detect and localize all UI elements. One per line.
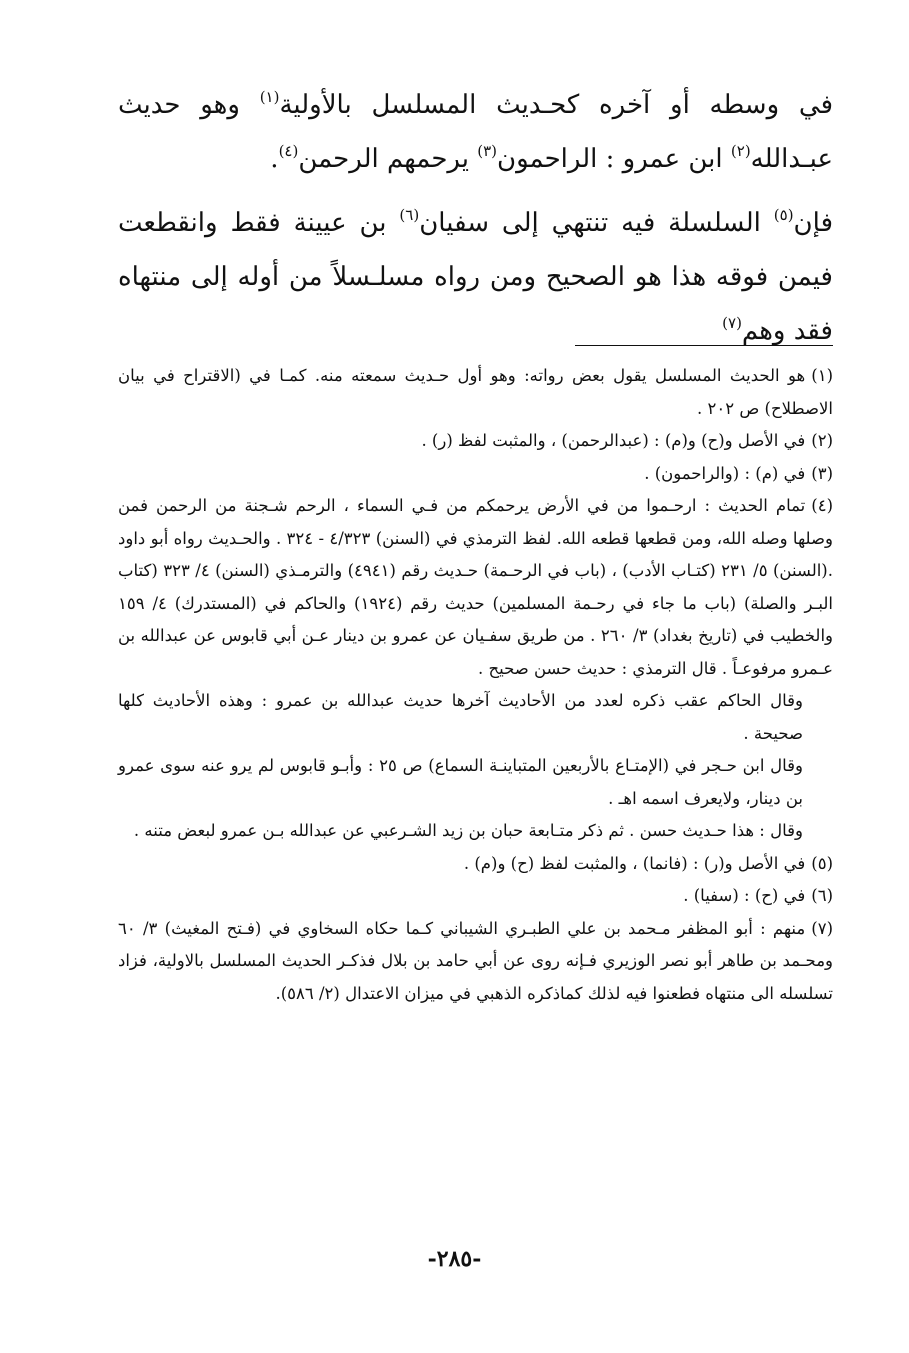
footnote-number: (٤) <box>811 496 833 515</box>
text-run: وهو حديث عبـدالله <box>118 90 833 174</box>
footnote-text: وقال ابن حـجر في (الإمتـاع بالأربعين المتباينـة السماع) ص ٢٥ : وأبـو قابوس لم يرو عنه سوى عمرو بن دينار، ولايعرف اسمه اهـ . <box>118 756 803 808</box>
footnote-2 <box>118 425 833 458</box>
footnote-number: (١) <box>811 366 833 385</box>
footnote-text: تمام الحديث : ارحـموا من في الأرض يرحمكم من فـي السماء ، الرحم شـجنة من الرحمن فمن وصلها وصله الله، ومن قطعها قطعه الله. لفظ الترمذي في (السنن) ٤/٣٢٣ - ٣٢٤ . والحـديث رواه أبو داود .(السنن) ٥/ ٢٣١ (كتـاب الأدب) ، (باب في الرحـمة) حـديث رقم (٤٩٤١) والترمـذي (السنن) ٤/ ٣٢٣ (كتاب البـر والصلة) (باب ما جاء في رحـمة المسلمين) حديث رقم (١٩٢٤) والحاكم في (المستدرك) ٤/ ١٥٩ والخطيب في (تاريخ بغداد) ٣/ ٢٦٠ . من طريق سفـيان عن عمرو بن دينار عـن أبي قابوس عن عبدالله بن عـمرو مرفوعـاً . قال الترمذي : حديث حسن صحيح . <box>118 496 834 678</box>
footnote-ref-7[interactable]: (٧) <box>722 314 742 332</box>
main-text <box>118 78 833 358</box>
main-paragraph-1 <box>118 78 833 186</box>
footnote-4-continuation-1 <box>118 685 833 750</box>
footnote-ref-2[interactable]: (٢) <box>730 142 751 160</box>
main-paragraph-2 <box>118 196 833 358</box>
footnote-text: هو الحديث المسلسل يقول بعض رواته: وهو أول حـديث سمعته منه. كمـا في (الاقتراح في بيان الاصطلاح) ص ٢٠٢ . <box>118 366 833 418</box>
footnote-text: وقال الحاكم عقب ذكره لعدد من الأحاديث آخرها حديث عبدالله بن عمرو : وهذه الأحاديث كلها صحيحة . <box>118 691 803 743</box>
text-run: السلسلة فيه تنتهي إلى سفيان <box>419 208 774 238</box>
footnote-6 <box>118 880 833 913</box>
footnote-ref-3[interactable]: (٣) <box>477 142 498 160</box>
footnote-5 <box>118 848 833 881</box>
footnote-divider <box>575 345 833 346</box>
footnote-ref-4[interactable]: (٤) <box>278 142 299 160</box>
footnote-number: (٣) <box>811 463 833 483</box>
text-run: يرحمهم الرحمن <box>298 144 478 174</box>
footnote-4 <box>118 490 833 685</box>
footnote-number: (٧) <box>811 918 834 938</box>
footnote-number: (٢) <box>811 431 833 450</box>
footnote-ref-5[interactable]: (٥) <box>773 206 794 224</box>
footnote-number: (٦) <box>811 886 833 905</box>
footnote-4-continuation-3 <box>118 815 833 848</box>
footnote-ref-6[interactable]: (٦) <box>399 206 420 224</box>
footnote-number: (٥) <box>811 853 833 873</box>
text-run: فإن <box>793 208 833 238</box>
footnote-ref-1[interactable]: (١) <box>259 88 280 106</box>
text-run: . <box>270 144 279 174</box>
footnote-text: وقال : هذا حـديث حسن . ثم ذكر متـابعة حبان بن زيد الشـرعبي عن عبدالله بـن عمرو لبعض متنه . <box>133 821 803 840</box>
footnote-1 <box>118 360 833 425</box>
footnote-7 <box>118 913 833 1011</box>
page-number: -٢٨٥- <box>427 1246 482 1272</box>
footnote-text: منهم : أبو المظفر مـحمد بن علي الطبـري الشيباني كـما حكاه السخاوي في (فـتح المغيث) ٣/ ٦٠ ومحـمد بن طاهر أبو نصر الوزيري فـإنه روى عن أبي حامد بن بلال فذكـر الحديث المسلسل بالاولية، فزاد تسلسله الى منتهاه فطعنوا فيه لذلك كماذكره الذهبي في ميزان الاعتدال (٢/ ٥٨٦). <box>118 918 833 1003</box>
text-run: في وسطه أو آخره كحـديث المسلسل بالأولية <box>279 90 833 120</box>
text-run: ابن عمرو : الراحمون <box>497 144 731 174</box>
footnote-text: في (ح) : (سفيا) . <box>683 886 806 905</box>
footnotes <box>118 360 833 1010</box>
footnote-4-continuation-2 <box>118 750 833 815</box>
footnote-text: في (م) : (والراحمون) . <box>644 463 806 483</box>
footnote-text: في الأصل و(ح) و(م) : (عبدالرحمن) ، والمثبت لفظ (ر) . <box>421 431 806 450</box>
footnote-text: في الأصل و(ر) : (فانما) ، والمثبت لفظ (ح) و(م) . <box>463 853 806 873</box>
text-run: بن عيينة فقط وانقطعت فيمن فوقه هذا هو الصحيح ومن رواه مسلـسلاً من أوله إلى منتهاه فقد وهم <box>118 208 833 346</box>
footnote-3 <box>118 458 833 491</box>
